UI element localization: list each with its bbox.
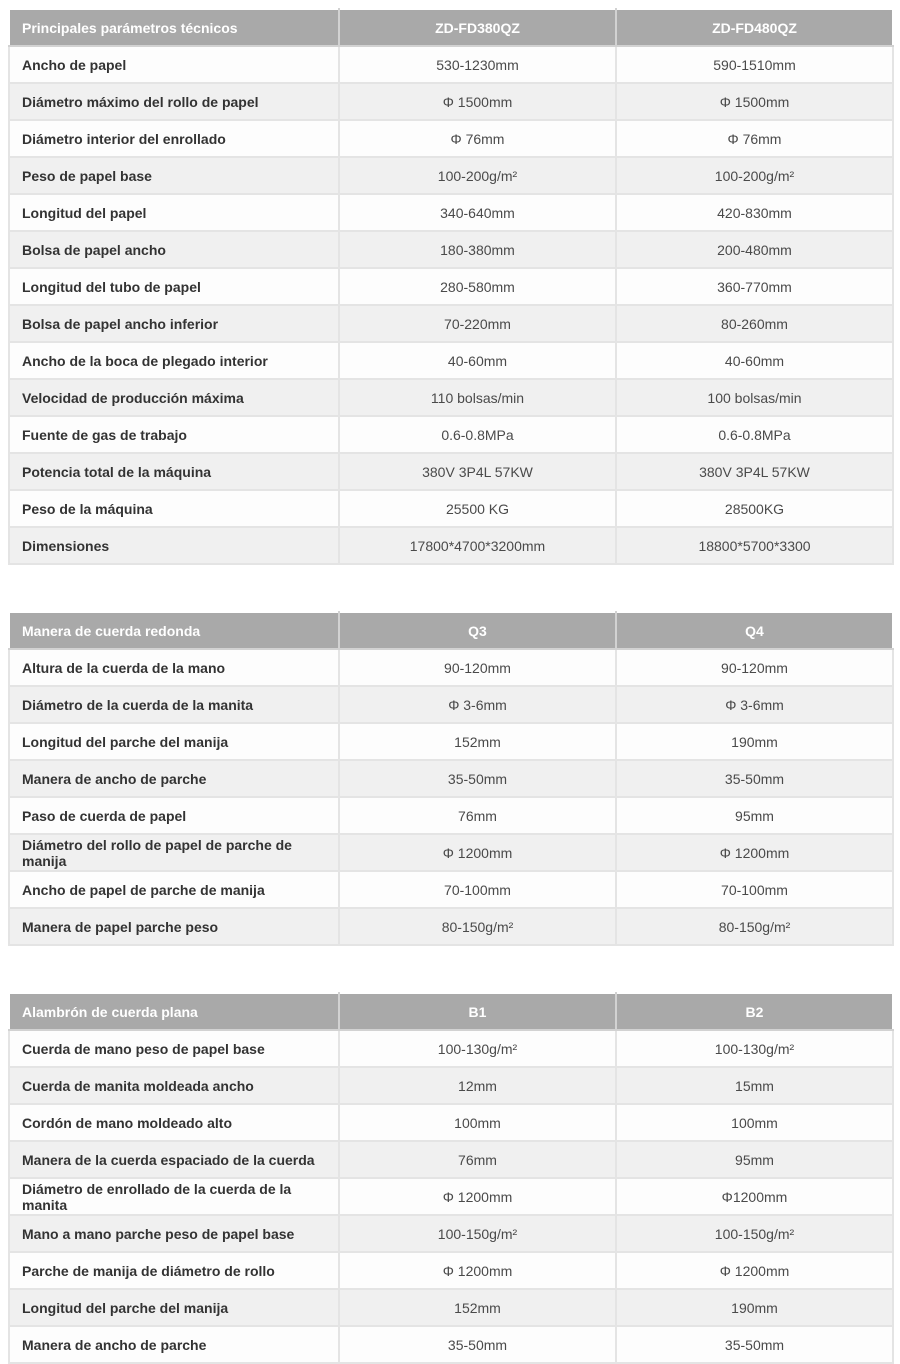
table-cuerda-plana xyxy=(8,992,894,1364)
table-row xyxy=(9,834,893,871)
table-row xyxy=(9,1141,893,1178)
param-value-2: 360-770mm xyxy=(616,268,893,305)
column-header-model-1: Q3 xyxy=(339,612,616,649)
param-value-1: Φ 1200mm xyxy=(339,834,616,871)
param-label: Manera de papel parche peso xyxy=(9,908,339,945)
param-value-2: 0.6-0.8MPa xyxy=(616,416,893,453)
param-label: Longitud del parche del manija xyxy=(9,1289,339,1326)
param-value-2: 40-60mm xyxy=(616,342,893,379)
table-header-row xyxy=(9,612,893,649)
param-value-1: 76mm xyxy=(339,797,616,834)
param-value-2: 95mm xyxy=(616,797,893,834)
column-header-model-1: B1 xyxy=(339,993,616,1030)
column-header-model-1: ZD-FD380QZ xyxy=(339,9,616,46)
param-value-1: 152mm xyxy=(339,1289,616,1326)
param-label: Diámetro interior del enrollado xyxy=(9,120,339,157)
param-label: Bolsa de papel ancho inferior xyxy=(9,305,339,342)
column-header-model-2: Q4 xyxy=(616,612,893,649)
table-row xyxy=(9,1067,893,1104)
param-value-2: Φ 3-6mm xyxy=(616,686,893,723)
param-label: Cordón de mano moldeado alto xyxy=(9,1104,339,1141)
table-row xyxy=(9,527,893,564)
param-value-1: 70-220mm xyxy=(339,305,616,342)
table-row xyxy=(9,342,893,379)
table-header-row xyxy=(9,993,893,1030)
param-value-1: 100-130g/m² xyxy=(339,1030,616,1067)
table-row xyxy=(9,1104,893,1141)
table-row xyxy=(9,760,893,797)
param-value-2: 70-100mm xyxy=(616,871,893,908)
param-label: Dimensiones xyxy=(9,527,339,564)
table-row xyxy=(9,416,893,453)
param-label: Fuente de gas de trabajo xyxy=(9,416,339,453)
param-value-2: 100-200g/m² xyxy=(616,157,893,194)
param-value-1: 80-150g/m² xyxy=(339,908,616,945)
param-value-1: Φ 76mm xyxy=(339,120,616,157)
table-row xyxy=(9,908,893,945)
table-row xyxy=(9,797,893,834)
table-row xyxy=(9,231,893,268)
table-row xyxy=(9,453,893,490)
param-value-2: 90-120mm xyxy=(616,649,893,686)
param-value-1: 340-640mm xyxy=(339,194,616,231)
param-value-2: 190mm xyxy=(616,723,893,760)
param-label: Diámetro máximo del rollo de papel xyxy=(9,83,339,120)
param-label: Longitud del parche del manija xyxy=(9,723,339,760)
table-title: Alambrón de cuerda plana xyxy=(9,993,339,1030)
param-label: Peso de la máquina xyxy=(9,490,339,527)
param-label: Parche de manija de diámetro de rollo xyxy=(9,1252,339,1289)
table-row xyxy=(9,1215,893,1252)
table-row xyxy=(9,1252,893,1289)
table-principales-parametros xyxy=(8,8,894,565)
param-label: Diámetro del rollo de papel de parche de manija xyxy=(9,834,339,871)
param-value-2: 28500KG xyxy=(616,490,893,527)
table-row xyxy=(9,379,893,416)
param-value-1: 17800*4700*3200mm xyxy=(339,527,616,564)
param-label: Cuerda de mano peso de papel base xyxy=(9,1030,339,1067)
table-row xyxy=(9,1178,893,1215)
param-value-2: 18800*5700*3300 xyxy=(616,527,893,564)
param-value-1: 70-100mm xyxy=(339,871,616,908)
param-label: Potencia total de la máquina xyxy=(9,453,339,490)
param-value-1: Φ 1200mm xyxy=(339,1252,616,1289)
param-value-2: Φ1200mm xyxy=(616,1178,893,1215)
param-value-2: 35-50mm xyxy=(616,760,893,797)
param-value-1: 35-50mm xyxy=(339,760,616,797)
table-header-row xyxy=(9,9,893,46)
table-row xyxy=(9,1030,893,1067)
param-value-2: 100 bolsas/min xyxy=(616,379,893,416)
table-row xyxy=(9,157,893,194)
param-value-1: 76mm xyxy=(339,1141,616,1178)
table-row xyxy=(9,723,893,760)
table-row xyxy=(9,305,893,342)
param-label: Longitud del tubo de papel xyxy=(9,268,339,305)
param-value-2: 100-150g/m² xyxy=(616,1215,893,1252)
param-value-1: 25500 KG xyxy=(339,490,616,527)
param-label: Velocidad de producción máxima xyxy=(9,379,339,416)
table-row xyxy=(9,83,893,120)
param-label: Cuerda de manita moldeada ancho xyxy=(9,1067,339,1104)
param-label: Diámetro de la cuerda de la manita xyxy=(9,686,339,723)
param-value-1: 100mm xyxy=(339,1104,616,1141)
param-value-2: 95mm xyxy=(616,1141,893,1178)
param-value-1: 90-120mm xyxy=(339,649,616,686)
param-value-2: Φ 1500mm xyxy=(616,83,893,120)
table-row xyxy=(9,871,893,908)
param-value-2: 200-480mm xyxy=(616,231,893,268)
param-value-1: Φ 1200mm xyxy=(339,1178,616,1215)
table-row xyxy=(9,649,893,686)
param-value-1: 110 bolsas/min xyxy=(339,379,616,416)
column-header-model-2: B2 xyxy=(616,993,893,1030)
table-title: Principales parámetros técnicos xyxy=(9,9,339,46)
param-value-1: 152mm xyxy=(339,723,616,760)
param-value-1: 180-380mm xyxy=(339,231,616,268)
param-label: Ancho de la boca de plegado interior xyxy=(9,342,339,379)
param-label: Longitud del papel xyxy=(9,194,339,231)
param-label: Bolsa de papel ancho xyxy=(9,231,339,268)
param-value-1: 40-60mm xyxy=(339,342,616,379)
param-label: Diámetro de enrollado de la cuerda de la manita xyxy=(9,1178,339,1215)
param-value-1: 100-150g/m² xyxy=(339,1215,616,1252)
table-row xyxy=(9,686,893,723)
param-value-1: 280-580mm xyxy=(339,268,616,305)
param-value-1: Φ 3-6mm xyxy=(339,686,616,723)
param-value-1: 530-1230mm xyxy=(339,46,616,83)
param-label: Paso de cuerda de papel xyxy=(9,797,339,834)
param-value-1: 0.6-0.8MPa xyxy=(339,416,616,453)
param-label: Mano a mano parche peso de papel base xyxy=(9,1215,339,1252)
param-value-2: 35-50mm xyxy=(616,1326,893,1363)
param-value-1: 35-50mm xyxy=(339,1326,616,1363)
table-cuerda-redonda xyxy=(8,611,894,946)
param-label: Peso de papel base xyxy=(9,157,339,194)
table-row xyxy=(9,1289,893,1326)
param-value-2: 15mm xyxy=(616,1067,893,1104)
table-row xyxy=(9,268,893,305)
table-row xyxy=(9,490,893,527)
param-value-1: 100-200g/m² xyxy=(339,157,616,194)
param-label: Manera de ancho de parche xyxy=(9,1326,339,1363)
param-value-2: Φ 1200mm xyxy=(616,834,893,871)
table-row xyxy=(9,120,893,157)
table-row xyxy=(9,46,893,83)
param-value-2: 100mm xyxy=(616,1104,893,1141)
param-value-2: 590-1510mm xyxy=(616,46,893,83)
param-value-2: 190mm xyxy=(616,1289,893,1326)
param-value-2: Φ 1200mm xyxy=(616,1252,893,1289)
param-value-1: 380V 3P4L 57KW xyxy=(339,453,616,490)
param-value-2: 80-150g/m² xyxy=(616,908,893,945)
table-row xyxy=(9,1326,893,1363)
param-value-2: 380V 3P4L 57KW xyxy=(616,453,893,490)
param-value-1: Φ 1500mm xyxy=(339,83,616,120)
param-label: Ancho de papel xyxy=(9,46,339,83)
param-label: Manera de ancho de parche xyxy=(9,760,339,797)
param-value-2: 80-260mm xyxy=(616,305,893,342)
table-title: Manera de cuerda redonda xyxy=(9,612,339,649)
param-value-2: Φ 76mm xyxy=(616,120,893,157)
param-value-2: 100-130g/m² xyxy=(616,1030,893,1067)
table-row xyxy=(9,194,893,231)
param-label: Altura de la cuerda de la mano xyxy=(9,649,339,686)
param-label: Manera de la cuerda espaciado de la cuerda xyxy=(9,1141,339,1178)
param-label: Ancho de papel de parche de manija xyxy=(9,871,339,908)
column-header-model-2: ZD-FD480QZ xyxy=(616,9,893,46)
param-value-1: 12mm xyxy=(339,1067,616,1104)
param-value-2: 420-830mm xyxy=(616,194,893,231)
